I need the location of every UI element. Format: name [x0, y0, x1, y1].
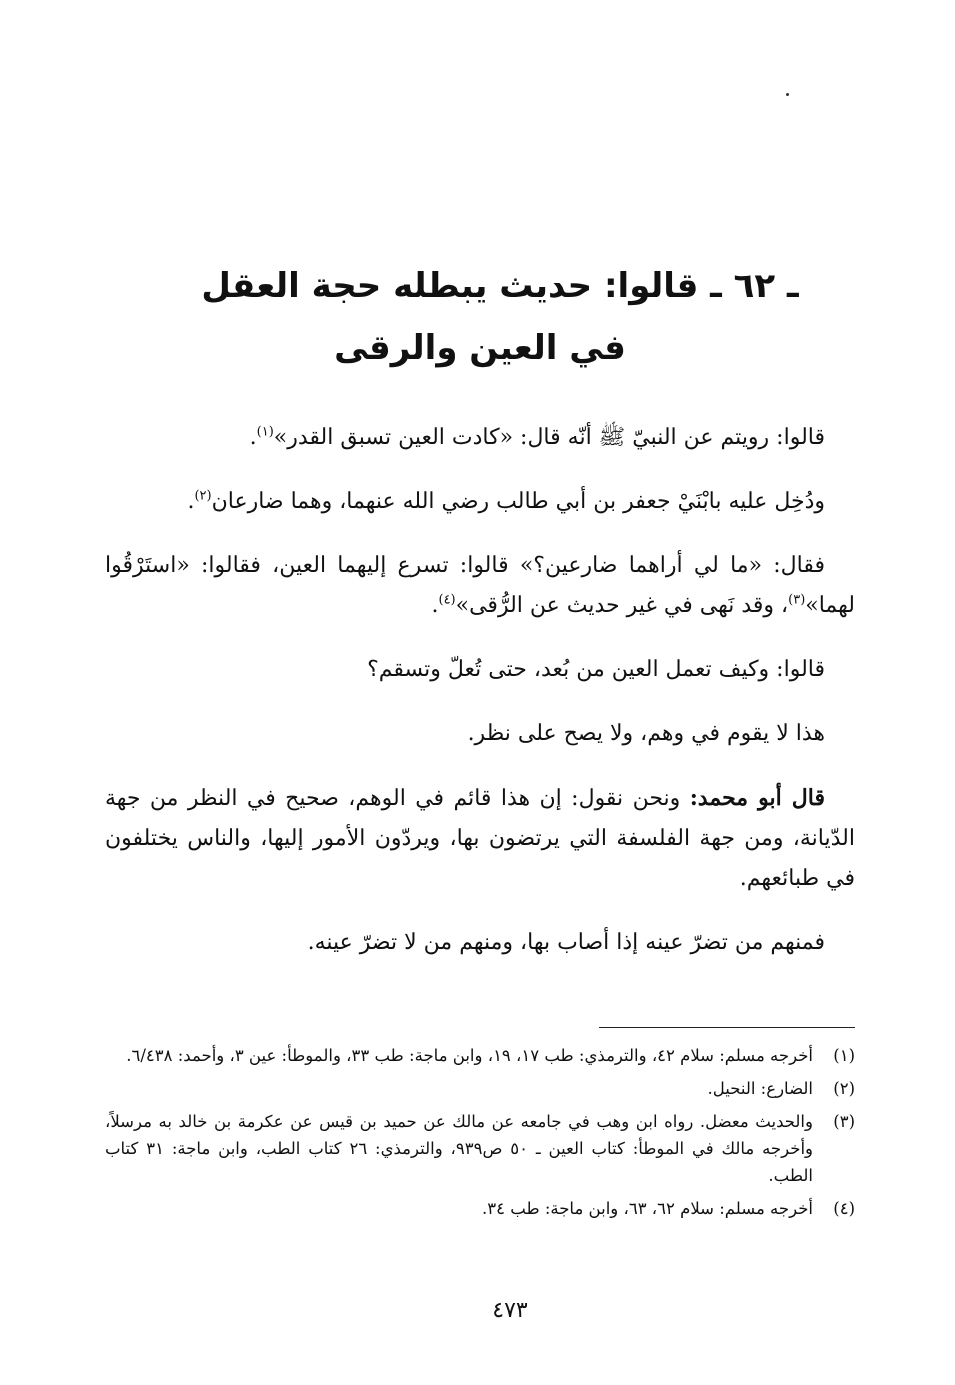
footnote-1: [105, 1042, 855, 1069]
paragraph-7: فمنهم من تضرّ عينه إذا أصاب بها، ومنهم من لا تضرّ عينه.: [307, 930, 825, 955]
paragraph-3: [105, 546, 855, 626]
paragraph-3-text-a: فقال: «ما لي أراهما ضارعين؟» قالوا: تسرع إليهما العين، فقالوا: «استَرْقُوا لهما»: [105, 553, 855, 618]
footnote-2-number: (٢): [833, 1079, 855, 1098]
main-text: [105, 418, 855, 977]
paragraph-1: [105, 418, 855, 458]
footnote-2-text: الضارع: النحيل.: [707, 1079, 813, 1098]
footnote-2: [105, 1075, 855, 1102]
paragraph-5: هذا لا يقوم في وهم، ولا يصح على نظر.: [467, 721, 825, 746]
chapter-heading-line-1: ـ ٦٢ ـ قالوا: حديث يبطله حجة العقل: [201, 266, 799, 306]
paragraph-6: [105, 778, 855, 899]
chapter-heading: [105, 255, 855, 379]
footnote-3-number: (٣): [833, 1112, 855, 1131]
paragraph-1-end: .: [249, 425, 257, 450]
paragraph-2-end: .: [187, 489, 195, 514]
paragraph-3-text-b: ، وقد نَهى في غير حديث عن الرُّقى»: [455, 593, 789, 618]
footnote-4-text: أخرجه مسلم: سلام ٦٢، ٦٣، وابن ماجة: طب ٣٤.: [482, 1199, 813, 1218]
paragraph-3-end: .: [431, 593, 439, 618]
footnote-3-text: والحديث معضل. رواه ابن وهب في جامعه عن مالك عن حميد بن قيس عن عكرمة بن خالد به مرسلاً، وأخرجه مالك في الموطأ: كتاب العين ـ ٥٠ ص٩٣٩، والترمذي: ٢٦ كتاب الطب، وابن ماجة: ٣١ كتاب الطب.: [105, 1112, 813, 1185]
paragraph-2-text: ودُخِل عليه بابْنَيْ جعفر بن أبي طالب رضي الله عنهما، وهما ضارعان: [211, 489, 825, 514]
chapter-heading-line-2: في العين والرقى: [334, 328, 626, 368]
footnote-separator: [599, 1027, 855, 1028]
footnote-3: [105, 1108, 855, 1189]
paragraph-4: قالوا: وكيف تعمل العين من بُعد، حتى تُعلّ وتسقم؟: [367, 657, 825, 682]
page-number: ٤٧٣: [492, 1298, 528, 1323]
footnote-ref-1: (١): [256, 424, 274, 440]
footnote-4-number: (٤): [833, 1199, 855, 1218]
book-page: [105, 0, 855, 1385]
footnote-4: [105, 1195, 855, 1222]
footnote-ref-4: (٤): [438, 592, 456, 608]
footnote-ref-3: (٣): [788, 592, 806, 608]
paragraph-6-text: ونحن نقول: إن هذا قائم في الوهم، صحيح في النظر من جهة الدّيانة، ومن جهة الفلسفة التي يرتضون بها، ويردّون الأمور إليها، والناس يختلفون في طبائعهم.: [105, 786, 855, 891]
paragraph-2: [105, 482, 855, 522]
footnote-1-text: أخرجه مسلم: سلام ٤٢، والترمذي: طب ١٧، ١٩، وابن ماجة: طب ٣٣، والموطأ: عين ٣، وأحمد: ٦/٤٣٨.: [126, 1046, 813, 1065]
paragraph-1-text: قالوا: رويتم عن النبيّ ﷺ أنّه قال: «كادت العين تسبق القدر»: [273, 425, 825, 450]
footnote-ref-2: (٢): [194, 488, 212, 504]
footnote-1-number: (١): [833, 1046, 855, 1065]
footnotes: [105, 1042, 855, 1228]
speaker-label: قال أبو محمد:: [689, 785, 825, 811]
